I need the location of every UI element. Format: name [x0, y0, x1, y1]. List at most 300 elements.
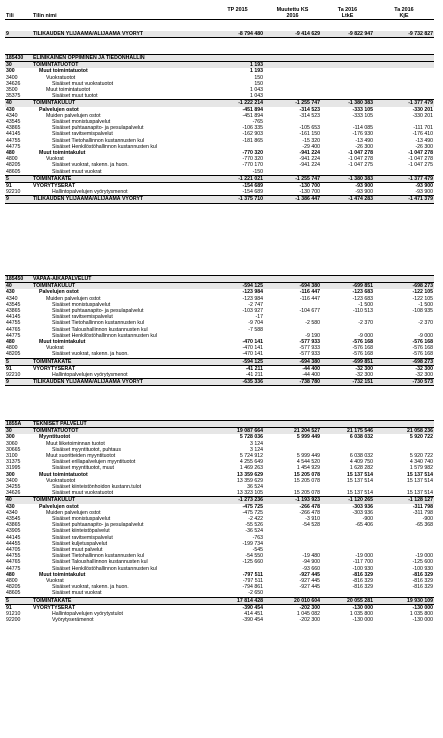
row-code: 300 [6, 434, 15, 441]
row-value-tp: -797 511 [242, 578, 263, 585]
row-name: Muut toimintatuotot [39, 68, 88, 75]
row-value-ks: -44 400 [302, 372, 320, 379]
section-code: 185430 [5, 55, 32, 62]
row-code: 35375 [6, 93, 21, 100]
row-code: 44775 [6, 332, 21, 339]
row-name: Hallintopalvelujen vyörytysmenot [52, 372, 128, 379]
row-code: 48205 [6, 584, 21, 591]
row-value-tp: 150 [254, 74, 263, 81]
row-code: 44145 [6, 314, 21, 321]
row-value-tp: -1 273 236 [211, 497, 264, 504]
table-row [5, 169, 434, 176]
row-name: Sisäiset kiinteistöpalvelut [52, 528, 110, 535]
row-value-ks: 21 204 527 [264, 428, 321, 435]
row-value-kje: -816 329 [412, 584, 433, 591]
section-title: VAPAA-AIKAPALVELUT [32, 276, 434, 283]
row-value-tp: -594 125 [211, 358, 264, 365]
row-value-ltke: -9 822 947 [321, 31, 374, 38]
row-code: 3400 [6, 74, 18, 81]
row-value-tp: 36 524 [247, 484, 263, 491]
row-name: TOIMINTATUOTOT [32, 428, 211, 435]
header-tp-blank [211, 13, 264, 20]
row-value-kje: 5 920 722 [409, 434, 433, 441]
row-value-kje: 5 920 722 [409, 453, 433, 460]
row-value-tp: -770 170 [242, 162, 263, 169]
row-value-kje: -93 900 [374, 183, 434, 190]
section-code: 1855A [5, 421, 32, 428]
row-value-ltke: -333 105 [352, 112, 373, 119]
row-value-tp: -1 222 214 [211, 100, 264, 107]
row-value-kje: -311 798 [412, 509, 433, 516]
row-name: Sisäiset Tietohallinnon kustannusten kul [52, 553, 144, 560]
row-value-kje: -1 047 275 [408, 162, 434, 169]
row-name: TOIMINTAKULUT [32, 100, 211, 107]
row-name: Sisäiset puhtaanapito- ja pesulapalvelut [52, 308, 144, 315]
row-value-kje: 15 137 514 [407, 490, 433, 497]
row-value-tp: -55 526 [245, 522, 263, 529]
row-value-tp: -390 454 [242, 617, 263, 624]
row-value-ltke: -117 700 [352, 559, 373, 566]
row-name: Sisäiset Henkilöstöhallinnon kustannusten kul [52, 565, 157, 572]
row-value-tp: -54 550 [245, 553, 263, 560]
row-value-tp: 414 451 [244, 611, 263, 618]
row-value-ltke: -1 047 278 [348, 150, 373, 157]
row-code: 44765 [6, 326, 21, 333]
row-value-ltke: -130 000 [352, 617, 373, 624]
row-value-kje: -816 329 [412, 571, 433, 578]
table-row [5, 183, 434, 190]
row-value-ks: -738 780 [264, 379, 321, 386]
section-title: TEKNISET PALVELUT [32, 421, 434, 428]
row-value-tp: -17 [255, 314, 263, 321]
row-name: Sisäiset muut vuokratuotot [52, 80, 114, 87]
row-value-kje: -9 000 [418, 332, 434, 339]
header-muutettu-2: 2016 [264, 13, 321, 20]
row-value-tp: -181 865 [242, 137, 263, 144]
row-value-kje [374, 93, 434, 100]
row-name: Hallintopalvelujen vyörytystulot [52, 611, 123, 618]
row-code: 43865 [6, 308, 21, 315]
row-value-ks: 1 045 082 [296, 611, 320, 618]
row-value-ks: -130 700 [299, 189, 320, 196]
row-code: 92210 [6, 189, 21, 196]
row-value-ltke: -9 000 [358, 332, 373, 339]
row-code: 44775 [6, 143, 21, 150]
row-value-kje: -1 500 [418, 301, 434, 308]
row-name: Muut liiketoiminnan tuotot [46, 440, 105, 447]
row-value-ltke: -93 900 [321, 183, 374, 190]
row-code: 92200 [6, 617, 21, 624]
row-value-ks: -15 320 [302, 137, 320, 144]
row-code: 4340 [6, 112, 18, 119]
row-code: 48605 [6, 168, 21, 175]
row-code: 9 [5, 31, 32, 38]
row-code: 43865 [6, 522, 21, 529]
row-value-ks: -93 660 [302, 565, 320, 572]
section-title-row [5, 276, 434, 283]
row-value-kje: -125 600 [412, 559, 433, 566]
report-header [5, 7, 434, 20]
row-value-ltke: 1 035 800 [349, 611, 373, 618]
row-name: Sisäiset kiinteistönhoidon kustann.tulot [52, 484, 142, 491]
row-value-tp: 1 193 [250, 68, 263, 75]
row-code: 43545 [6, 301, 21, 308]
row-value-tp: 19 087 664 [211, 428, 264, 435]
row-value-kje: -311 798 [412, 503, 433, 510]
row-name: Myyntituotot [39, 434, 71, 441]
row-name: Vuokratuotot [46, 477, 76, 484]
row-code: 3400 [6, 477, 18, 484]
row-value-ks [264, 62, 321, 69]
top-summary-table [5, 31, 434, 38]
row-value-ks: -44 400 [264, 365, 321, 372]
row-value-tp: -106 335 [242, 125, 263, 132]
row-value-tp: 5 724 912 [239, 453, 263, 460]
table-row [5, 358, 434, 365]
row-value-ks: 15 205 078 [294, 477, 320, 484]
row-value-tp: -470 141 [242, 345, 263, 352]
row-value-ltke: -123 683 [352, 289, 373, 296]
row-code: 30665 [6, 446, 21, 453]
row-code: 44775 [6, 565, 21, 572]
table-row [5, 604, 434, 611]
row-value-ltke: -176 930 [352, 131, 373, 138]
row-value-tp: 13 359 629 [237, 471, 263, 478]
row-name: Vuokrat [46, 578, 64, 585]
row-value-tp: -470 141 [242, 339, 263, 346]
row-code: 480 [6, 150, 15, 157]
row-value-tp: -470 141 [242, 351, 263, 358]
row-value-ltke: -699 851 [321, 283, 374, 290]
row-name: Sisäiset myyntituotot, puhtaus [52, 446, 121, 453]
row-value-ltke: -114 085 [352, 125, 373, 132]
row-name: Sisäiset monistuspalvelut [52, 516, 111, 523]
row-code: 44145 [6, 131, 21, 138]
row-name: Sisäiset Henkilöstöhallinnon kustannusten kul [52, 143, 157, 150]
table-row [5, 497, 434, 504]
table-row [5, 93, 434, 100]
row-name: Vyörytyserämenot [52, 617, 94, 624]
row-value-tp: 1 043 [250, 87, 263, 94]
row-code: 91 [5, 183, 32, 190]
row-code: 44145 [6, 534, 21, 541]
row-value-ks: -941 224 [299, 162, 320, 169]
row-value-kje [374, 62, 434, 69]
row-code: 4340 [6, 509, 18, 516]
row-value-ks: -105 653 [299, 125, 320, 132]
row-value-tp: -41 211 [211, 365, 264, 372]
row-value-ks: -694 380 [264, 283, 321, 290]
row-value-tp: -451 894 [242, 106, 263, 113]
row-name: Sisäiset vuokrat, rakenn. ja huon. [52, 584, 129, 591]
row-value-ks: -314 523 [299, 106, 320, 113]
row-value-ltke: 6 038 032 [349, 434, 373, 441]
header-ta-ltke-1: Ta 2016 [337, 7, 358, 13]
section-title-row [5, 55, 434, 62]
table-row [5, 189, 434, 196]
row-value-tp: -765 [252, 119, 263, 126]
row-value-tp: -594 125 [211, 283, 264, 290]
row-value-kje: 1 035 800 [409, 611, 433, 618]
row-value-tp: -763 [252, 534, 263, 541]
row-value-tp: -154 689 [211, 183, 264, 190]
row-code: 4800 [6, 578, 18, 585]
row-value-kje: -122 105 [412, 289, 434, 296]
row-value-tp: -8 794 480 [211, 31, 264, 38]
row-code: 5 [5, 597, 32, 604]
row-value-ks: -577 933 [299, 351, 320, 358]
row-value-ks: -2 580 [305, 320, 320, 327]
row-name: Muut toimintatuotot [39, 471, 88, 478]
row-code: 43545 [6, 516, 21, 523]
row-name: Sisäiset Tietohallinnon kustannusten kul [52, 137, 144, 144]
row-code: 4800 [6, 345, 18, 352]
row-value-kje: -816 329 [412, 578, 433, 585]
row-code: 430 [6, 106, 15, 113]
row-code: 3100 [6, 453, 18, 460]
row-value-ks: -1 255 747 [264, 175, 321, 182]
row-value-tp: -635 336 [211, 379, 264, 386]
row-value-ltke: -732 151 [321, 379, 374, 386]
row-value-ks: -314 523 [299, 112, 320, 119]
row-value-ltke: -110 513 [352, 308, 373, 315]
row-code: 91 [5, 604, 32, 611]
row-value-ltke: -93 900 [355, 189, 373, 196]
row-name: TOIMINTAKATE [32, 358, 211, 365]
row-value-tp: -123 984 [242, 295, 263, 302]
row-value-ks: -202 300 [299, 617, 320, 624]
row-code: 44765 [6, 559, 21, 566]
row-value-ks [264, 169, 321, 176]
row-value-ks: -19 480 [302, 553, 320, 560]
row-value-ks: -9 414 629 [264, 31, 321, 38]
row-value-kje: -108 935 [412, 308, 434, 315]
row-value-ltke: -65 406 [355, 522, 373, 529]
table-row [5, 175, 434, 182]
table-row [5, 283, 434, 290]
row-name: TOIMINTAKULUT [32, 497, 211, 504]
row-value-tp: 13 359 629 [237, 477, 263, 484]
row-code: 31995 [6, 465, 21, 472]
row-code: 40 [5, 283, 32, 290]
row-code: 480 [6, 339, 15, 346]
row-name: Palvelujen ostot [39, 106, 79, 113]
row-value-ks: -694 380 [264, 358, 321, 365]
row-name: Sisäiset kuljetuspalvelut [52, 540, 108, 547]
row-value-ltke: -576 168 [352, 351, 373, 358]
row-value-ltke: -13 490 [355, 137, 373, 144]
section-table [5, 420, 434, 624]
row-value-ks: -3 910 [305, 516, 320, 523]
row-value-ks: -941 224 [299, 150, 320, 157]
table-row [5, 372, 434, 379]
row-value-tp: -2 422 [248, 516, 263, 523]
row-name: Sisäiset monistuspalvelut [52, 301, 111, 308]
row-value-kje: -26 300 [415, 143, 434, 150]
row-code: 480 [6, 571, 15, 578]
row-value-tp: -154 689 [242, 189, 263, 196]
row-value-ltke: -816 329 [352, 578, 373, 585]
row-value-kje: -698 273 [374, 358, 434, 365]
row-name: Sisäiset vuokrat, rakenn. ja huon. [52, 162, 129, 169]
row-value-tp: -475 725 [242, 503, 263, 510]
row-value-ltke: 15 137 514 [347, 471, 373, 478]
row-code: 5 [5, 175, 32, 182]
row-name: Sisäiset muut vuokrat [52, 590, 102, 597]
row-value-tp: 13 323 105 [237, 490, 263, 497]
row-value-ks: -266 478 [299, 503, 320, 510]
row-name: Sisäiset ravitsemispalvelut [52, 131, 113, 138]
row-value-ks: -54 528 [302, 522, 320, 529]
row-code: 48605 [6, 590, 21, 597]
row-value-tp: -797 511 [242, 571, 263, 578]
row-value-ltke: 21 175 546 [321, 428, 374, 435]
row-value-ltke: -1 380 383 [321, 175, 374, 182]
row-value-kje: -2 370 [418, 320, 434, 327]
row-name: VYÖRYTYSERÄT [32, 183, 211, 190]
row-value-kje: -9 732 827 [374, 31, 434, 38]
row-value-ltke: -32 300 [321, 365, 374, 372]
row-name: Muut suoritteiden myyntituotot [46, 453, 116, 460]
row-name: Sisäiset puhtaanapito- ja pesulapalvelut [52, 125, 144, 132]
row-code: 34626 [6, 490, 21, 497]
row-value-tp: -9 704 [248, 320, 263, 327]
row-name: TILIKAUDEN YLIJÄÄMÄ/ALIJÄÄMÄ VYÖRYT [32, 31, 211, 38]
row-value-kje [374, 590, 434, 597]
row-value-ltke: -900 [362, 516, 373, 523]
row-value-ltke: -333 105 [352, 106, 373, 113]
row-code: 40 [5, 100, 32, 107]
row-code: 34255 [6, 484, 21, 491]
row-code: 34626 [6, 80, 21, 87]
row-name: TOIMINTAKATE [32, 597, 211, 604]
table-row [5, 365, 434, 372]
row-name: TOIMINTAKATE [32, 175, 211, 182]
row-value-tp: -475 725 [242, 509, 263, 516]
row-value-ks [264, 93, 321, 100]
row-value-ltke: -816 329 [352, 584, 373, 591]
row-value-ltke: -576 168 [352, 345, 373, 352]
row-value-ltke: -303 936 [352, 509, 373, 516]
row-value-tp: 1 193 [211, 62, 264, 69]
row-value-tp: -150 [252, 168, 263, 175]
row-value-ltke: -699 851 [321, 358, 374, 365]
row-value-tp: 17 814 428 [211, 597, 264, 604]
row-name: Muut toimintakulut [39, 339, 86, 346]
row-code: 44755 [6, 137, 21, 144]
row-value-tp: -199 734 [242, 540, 263, 547]
row-value-ltke: -1 047 275 [348, 162, 373, 169]
row-value-ltke: 20 055 281 [321, 597, 374, 604]
row-value-ks: -927 445 [299, 571, 320, 578]
row-code: 430 [6, 289, 15, 296]
header-ta-kje-2: KjE [374, 13, 434, 20]
row-value-tp: 3 124 [250, 446, 263, 453]
row-value-kje: 4 340 740 [409, 459, 433, 466]
section-title: ELINIKÄINEN OPPIMINEN JA TIEDONHALLIN [32, 55, 434, 62]
row-value-kje: 15 137 514 [407, 471, 433, 478]
row-value-kje [374, 169, 434, 176]
row-value-kje: -32 300 [415, 372, 434, 379]
row-value-ks: -266 478 [299, 509, 320, 516]
header-ta-ltke-2: LtkE [321, 13, 374, 20]
row-name: Muut toimintakulut [39, 150, 86, 157]
row-value-ks: -202 300 [264, 604, 321, 611]
row-name: Muiden palvelujen ostot [46, 112, 101, 119]
row-value-kje: -130 000 [374, 604, 434, 611]
row-value-ks: -161 150 [299, 131, 320, 138]
row-code: 30 [5, 62, 32, 69]
row-value-kje: -1 471 379 [374, 196, 434, 203]
section-title-row [5, 421, 434, 428]
row-value-kje: -100 930 [412, 565, 433, 572]
header-code: Tili [5, 13, 32, 20]
row-name: Sisäiset ravitsemispalvelut [52, 314, 113, 321]
row-name: VYÖRYTYSERÄT [32, 604, 211, 611]
row-value-tp: -545 [252, 547, 263, 554]
row-value-ltke: 15 137 514 [347, 490, 373, 497]
row-value-kje: -32 300 [374, 365, 434, 372]
row-code: 44705 [6, 547, 21, 554]
row-code: 91210 [6, 611, 21, 618]
row-value-ks: 15 205 078 [294, 490, 320, 497]
row-value-ks: -577 933 [299, 339, 320, 346]
row-code: 48205 [6, 351, 21, 358]
row-code: 44455 [6, 540, 21, 547]
row-value-kje: -13 490 [415, 137, 434, 144]
row-code: 92210 [6, 372, 21, 379]
row-code: 430 [6, 503, 15, 510]
row-code: 4800 [6, 156, 18, 163]
row-value-kje: -698 273 [374, 283, 434, 290]
row-value-kje: -1 047 278 [408, 156, 434, 163]
row-value-ks: -1 386 447 [264, 196, 321, 203]
row-name: Muut toimintakulut [39, 571, 86, 578]
row-value-tp: -125 660 [242, 559, 263, 566]
row-value-ltke: -26 300 [355, 143, 373, 150]
row-value-kje: 19 930 109 [374, 597, 434, 604]
row-value-tp: -7 588 [248, 326, 263, 333]
row-name: TOIMINTAKULUT [32, 283, 211, 290]
row-code: 43545 [6, 119, 21, 126]
row-value-tp: -770 320 [242, 156, 263, 163]
row-value-ltke: -19 000 [355, 553, 373, 560]
row-value-ltke: -123 683 [352, 295, 373, 302]
row-value-ks: 1 454 929 [296, 465, 320, 472]
row-name: Sisäiset Tietohallinnon kustannusten kul [52, 320, 144, 327]
header-tp: TP 2015 [227, 7, 248, 13]
row-value-tp: -103 927 [242, 308, 263, 315]
row-code: 44755 [6, 320, 21, 327]
row-value-ks: -927 445 [299, 584, 320, 591]
row-value-kje: -122 105 [412, 295, 434, 302]
row-value-kje: -65 368 [415, 522, 433, 529]
row-value-tp: 5 728 036 [239, 434, 263, 441]
row-name: Vuokrat [46, 156, 64, 163]
row-value-ltke: 1 628 282 [349, 465, 373, 472]
row-value-ks: -941 224 [299, 156, 320, 163]
row-name: Muut toimintatuotot [46, 87, 91, 94]
row-value-kje: -130 000 [412, 617, 433, 624]
row-value-tp: -770 320 [242, 150, 263, 157]
row-name: Muiden palvelujen ostot [46, 295, 101, 302]
table-row [5, 62, 434, 69]
row-value-ltke: -130 000 [321, 604, 374, 611]
header-ta-kje-1: Ta 2016 [394, 7, 414, 13]
row-name: Sisäiset Taloushallinnon kustannusten kul [52, 559, 148, 566]
row-value-kje: -93 900 [415, 189, 434, 196]
table-row [5, 351, 434, 358]
